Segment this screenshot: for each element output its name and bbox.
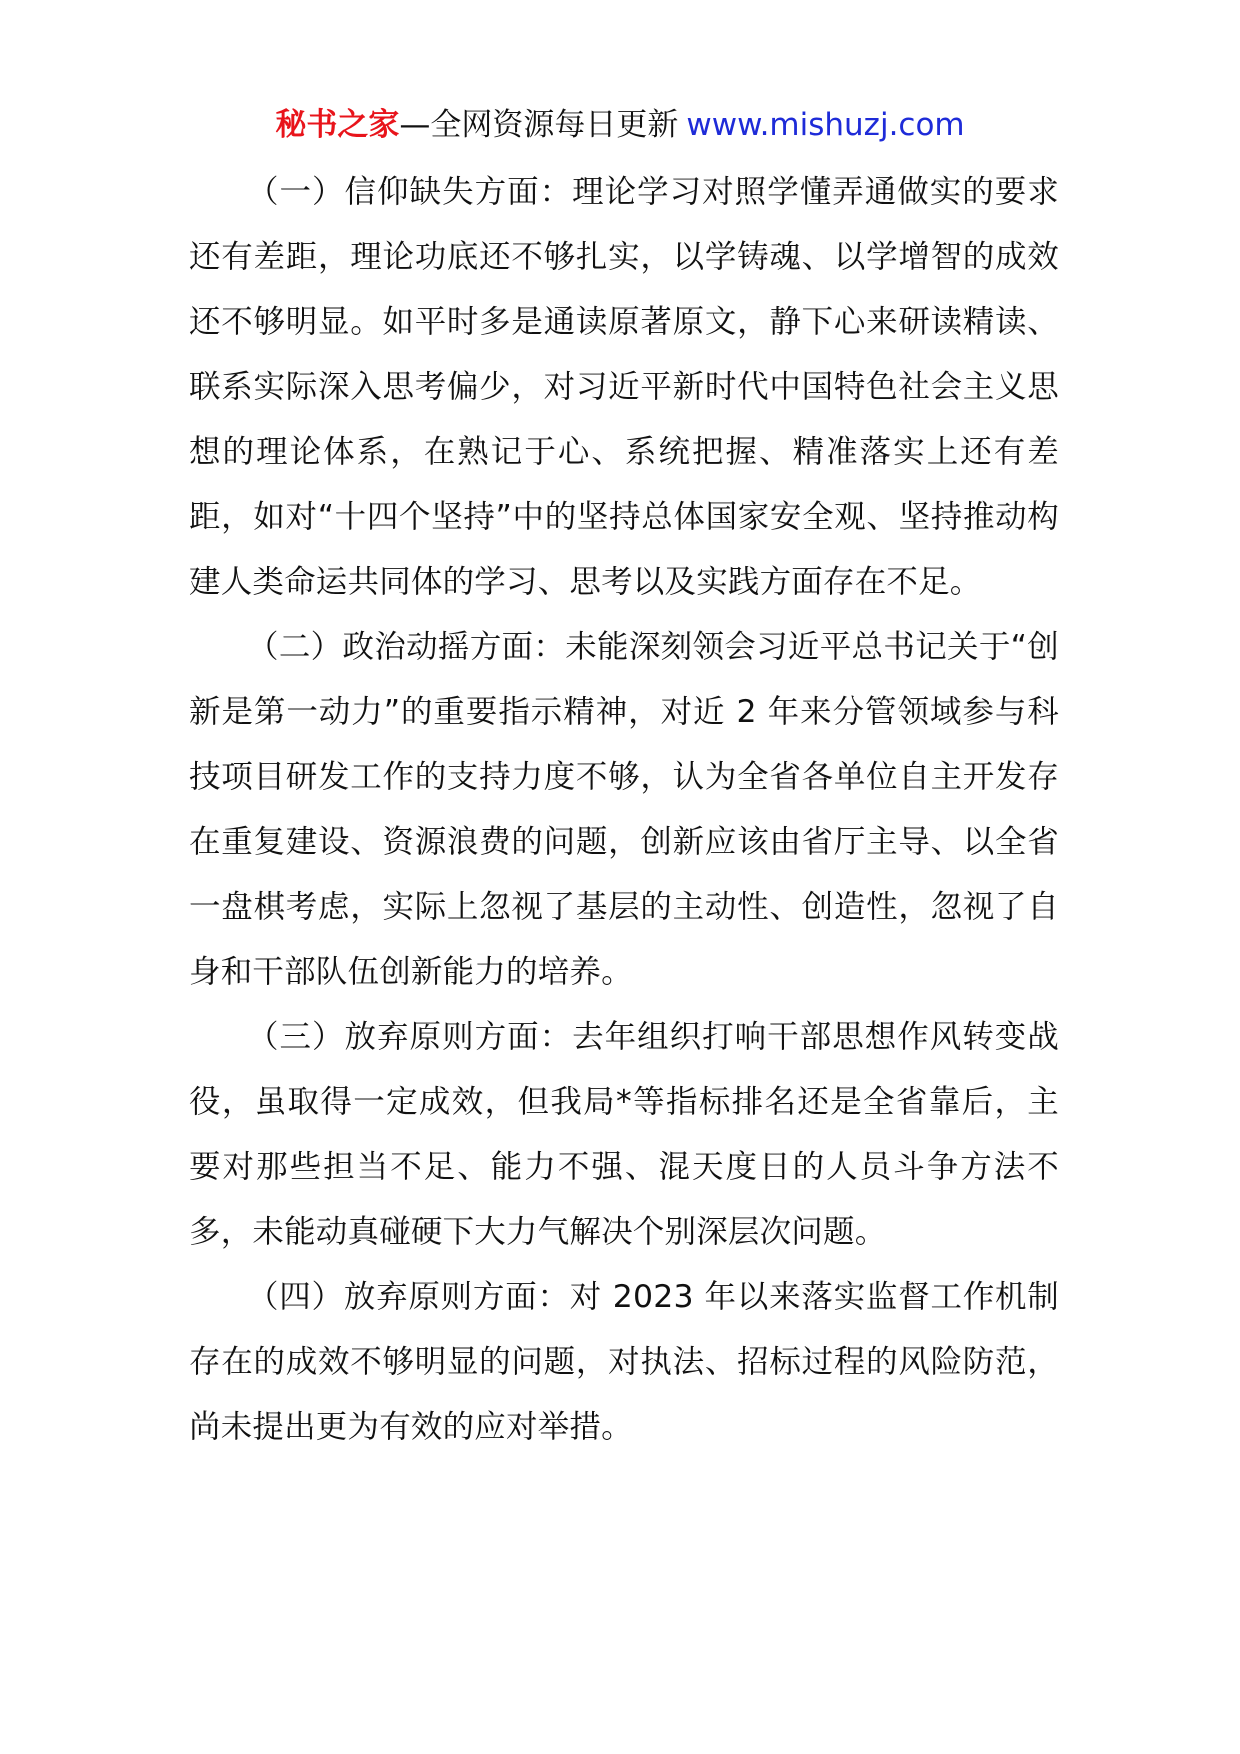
paragraph-principle-1: （三）放弃原则方面：去年组织打响干部思想作风转变战役，虽取得一定成效，但我局*等指标排名还是全省靠后，主要对那些担当不足、能力不强、混天度日的人员斗争方法不多，未能动真碰硬下大力气解决个别深层次问题。 <box>189 1019 1059 1250</box>
paragraph-politics: （二）政治动摇方面：未能深刻领会习近平总书记关于“创新是第一动力”的重要指示精神，对近 2 年来分管领域参与科技项目研发工作的支持力度不够，认为全省各单位自主开发存在重复建设、资源浪费的问题，创新应该由省厅主导、以全省一盘棋考虑，实际上忽视了基层的主动性、创造性，忽视了自身和干部队伍创新能力的培养。 <box>189 629 1059 990</box>
brand-name: 秘书之家 <box>275 107 400 143</box>
paragraph-principle-2: （四）放弃原则方面：对 2023 年以来落实监督工作机制存在的成效不够明显的问题，对执法、招标过程的风险防范，尚未提出更为有效的应对举措。 <box>189 1279 1059 1445</box>
document-body <box>189 160 1059 1460</box>
header-slogan: —全网资源每日更新 <box>399 107 679 143</box>
site-header <box>0 103 1240 147</box>
paragraph-faith: （一）信仰缺失方面：理论学习对照学懂弄通做实的要求还有差距，理论功底还不够扎实，以学铸魂、以学增智的成效还不够明显。如平时多是通读原著原文，静下心来研读精读、联系实际深入思考偏少，对习近平新时代中国特色社会主义思想的理论体系，在熟记于心、系统把握、精准落实上还有差距，如对“十四个坚持”中的坚持总体国家安全观、坚持推动构建人类命运共同体的学习、思考以及实践方面存在不足。 <box>189 174 1059 600</box>
site-url[interactable]: www.mishuzj.com <box>686 107 965 143</box>
